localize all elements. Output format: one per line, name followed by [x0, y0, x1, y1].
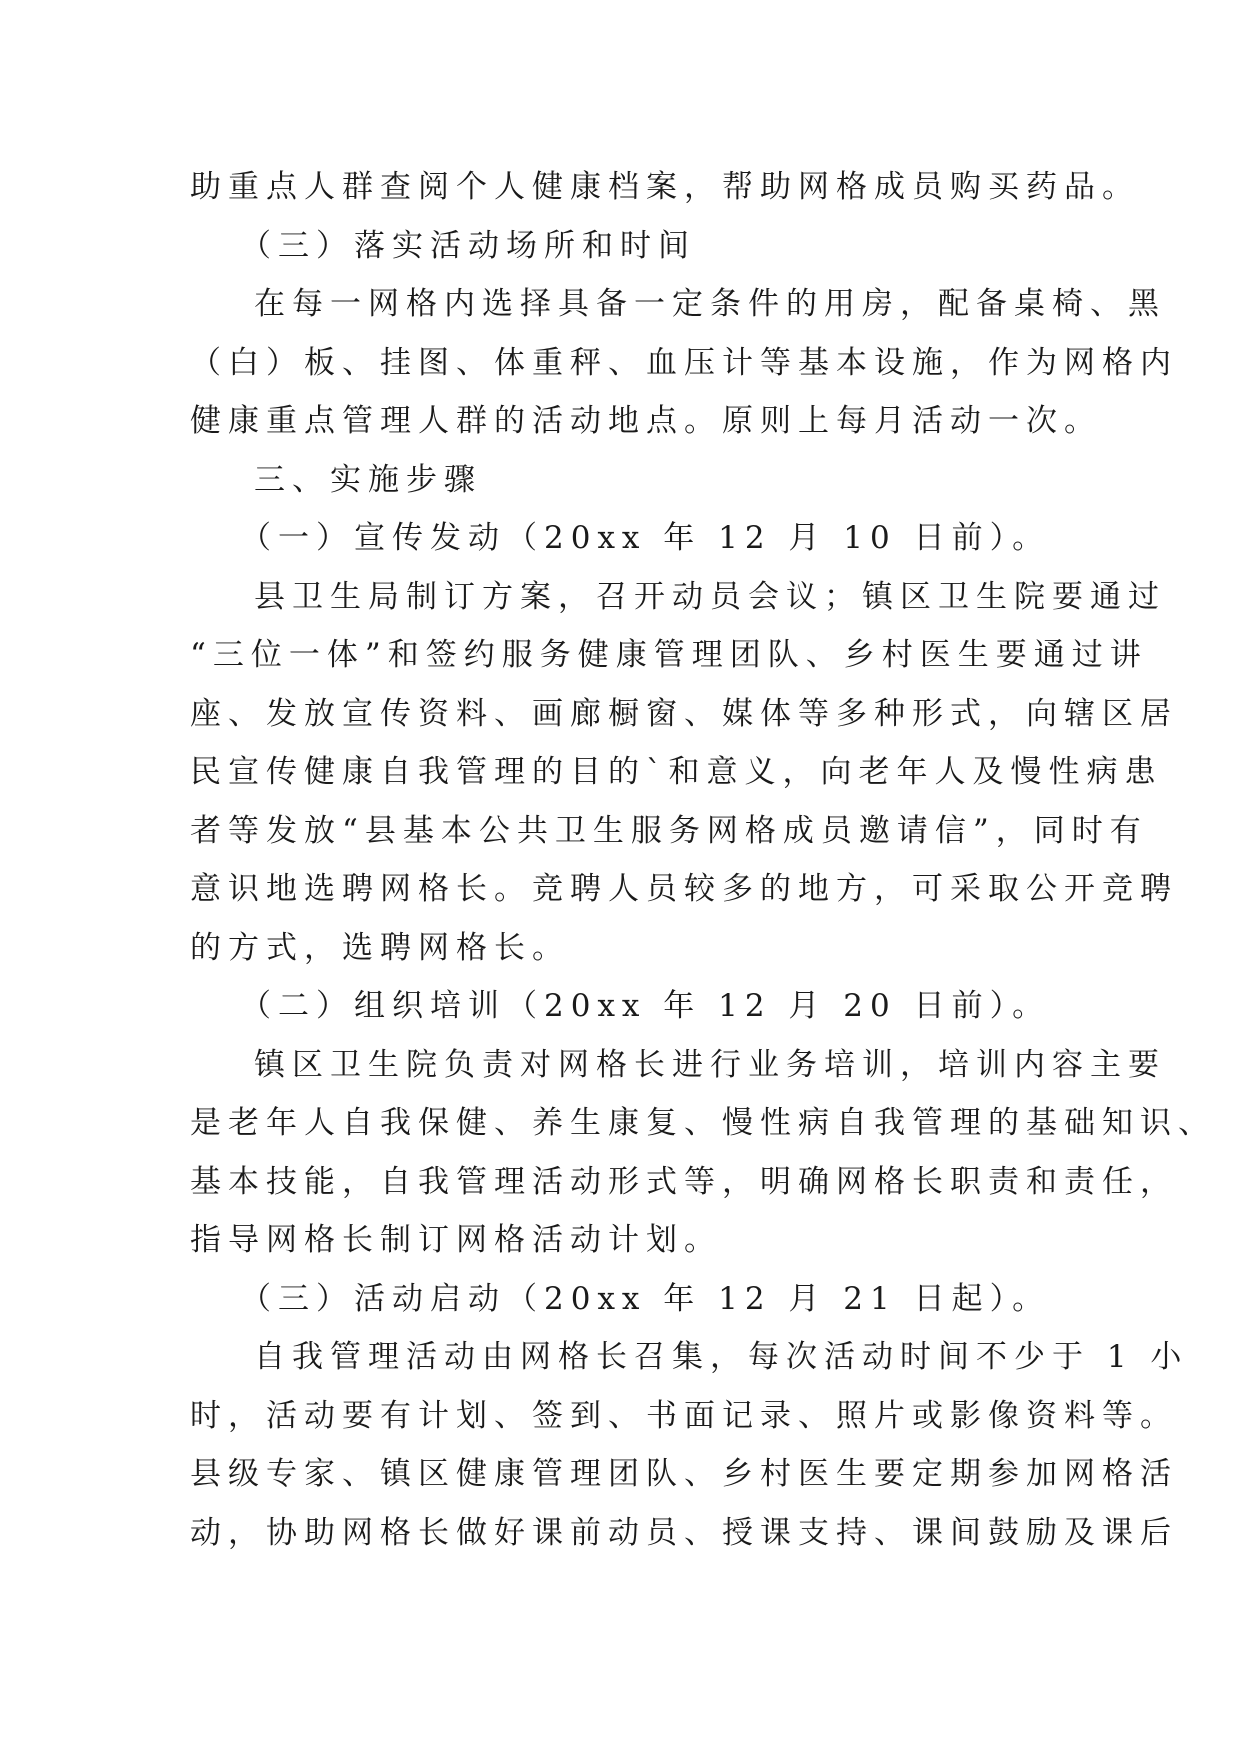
text-line: 动，协助网格长做好课前动员、授课支持、课间鼓励及课后	[190, 1514, 1178, 1551]
text-line: 基本技能，自我管理活动形式等，明确网格长职责和责任，	[190, 1163, 1178, 1200]
text-line: （白）板、挂图、体重秤、血压计等基本设施，作为网格内	[190, 344, 1178, 381]
text-line: 健康重点管理人群的活动地点。原则上每月活动一次。	[190, 403, 1102, 439]
text-line: 县级专家、镇区健康管理团队、乡村医生要定期参加网格活	[190, 1456, 1178, 1492]
text-line: 自我管理活动由网格长召集，每次活动时间不少于 1 小	[254, 1339, 1189, 1375]
document-body	[190, 158, 1216, 1562]
text-line: 民宣传健康自我管理的目的`和意义，向老年人及慢性病患	[190, 754, 1163, 790]
subheading: （三）落实活动场所和时间	[240, 227, 696, 264]
text-line: “三位一体”和签约服务健康管理团队、乡村医生要通过讲	[190, 637, 1148, 673]
section-heading: 三、实施步骤	[254, 461, 482, 498]
text-line: 者等发放“县基本公共卫生服务网格成员邀请信”，同时有	[190, 812, 1148, 849]
text-line: 是老年人自我保健、养生康复、慢性病自我管理的基础知识、	[190, 1105, 1216, 1141]
text-line: 时，活动要有计划、签到、书面记录、照片或影像资料等。	[190, 1397, 1178, 1434]
subheading: （三）活动启动（20xx 年 12 月 21 日起）。	[240, 1280, 1051, 1317]
text-line: 意识地选聘网格长。竞聘人员较多的地方，可采取公开竞聘	[190, 871, 1178, 907]
text-line: 座、发放宣传资料、画廊橱窗、媒体等多种形式，向辖区居	[190, 695, 1178, 732]
text-line: 在每一网格内选择具备一定条件的用房，配备桌椅、黑	[254, 286, 1166, 322]
subheading: （二）组织培训（20xx 年 12 月 20 日前）。	[240, 988, 1051, 1024]
text-line: 指导网格长制订网格活动计划。	[190, 1222, 722, 1258]
subheading: （一）宣传发动（20xx 年 12 月 10 日前）。	[240, 520, 1051, 556]
text-line: 的方式，选聘网格长。	[190, 929, 570, 966]
text-line: 镇区卫生院负责对网格长进行业务培训，培训内容主要	[254, 1046, 1166, 1083]
text-line: 县卫生局制订方案，召开动员会议；镇区卫生院要通过	[254, 578, 1166, 615]
text-line: 助重点人群查阅个人健康档案，帮助网格成员购买药品。	[190, 169, 1140, 205]
